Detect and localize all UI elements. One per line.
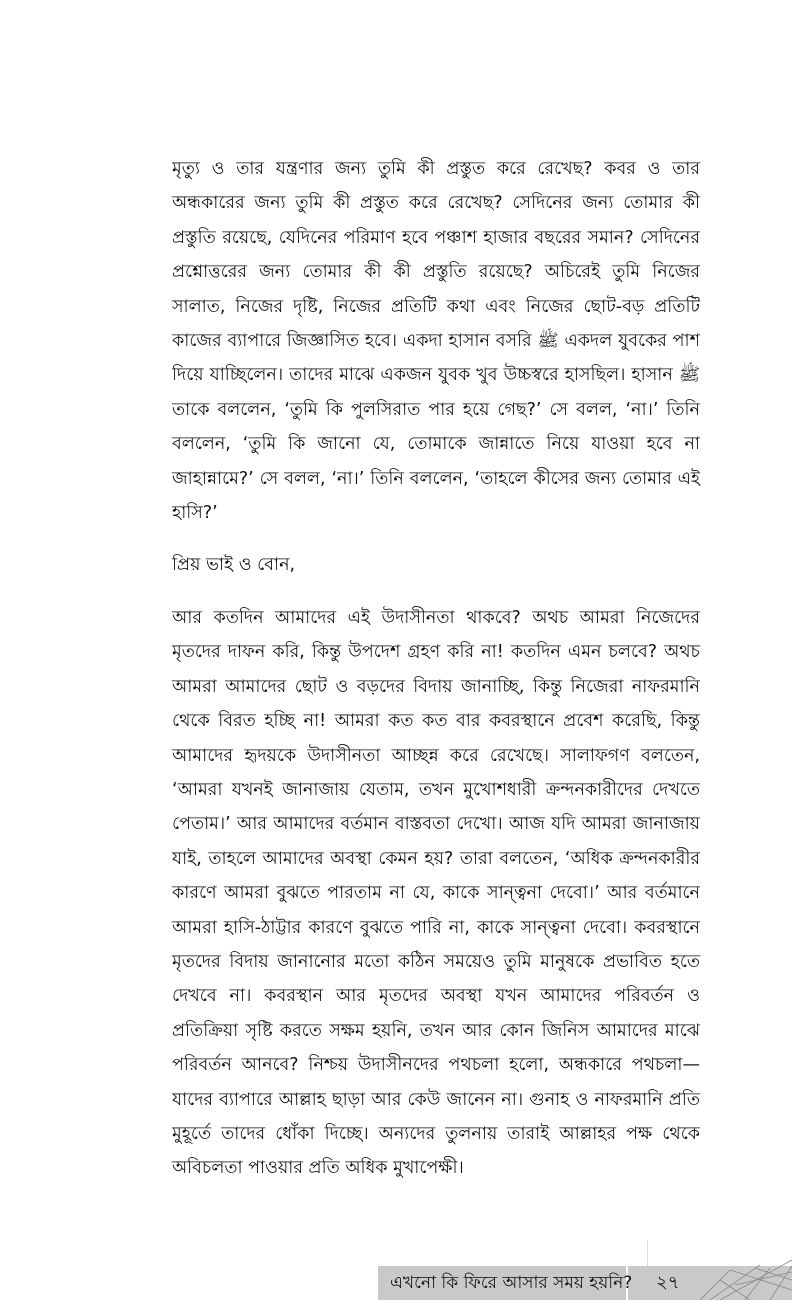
body-paragraph-2: আর কতদিন আমাদের এই উদাসীনতা থাকবে? অথচ আমরা নিজেদের মৃতদের দাফন করি, কিন্তু উপদেশ গ্রহণ করি না! কতদিন এমন চলবে? অথচ আমরা আমাদের ছোট ও বড়দের বিদায় জানাচ্ছি, কিন্তু নিজেরা নাফরমানি থেকে বিরত হচ্ছি না! আমরা কত কত বার কবরস্থানে প্রবেশ করেছি, কিন্তু আমাদের হৃদয়কে উদাসীনতা আচ্ছন্ন করে রেখেছে। সালাফগণ বলতেন, ‘আমরা যখনই জানাজায় যেতাম, তখন মুখোশধারী ক্রন্দনকারীদের দেখতে পেতাম।’ আর আমাদের বর্তমান বাস্তবতা দেখো। আজ যদি আমরা জানাজায় যাই, তাহলে আমাদের অবস্থা কেমন হয়? তারা বলতেন, ‘অধিক ক্রন্দনকারীর কারণে আমরা বুঝতে পারতাম না যে, কাকে সান্ত্বনা দেবো।’ আর বর্তমানে আমরা হাসি-ঠাট্টার কারণে বুঝতে পারি না, কাকে সান্ত্বনা দেবো। কবরস্থানে মৃতদের বিদায় জানানোর মতো কঠিন সময়েও তুমি মানুষকে প্রভাবিত হতে দেখবে না। কবরস্থান আর মৃতদের অবস্থা যখন আমাদের পরিবর্তন ও প্রতিক্রিয়া সৃষ্টি করতে সক্ষম হয়নি, তখন আর কোন জিনিস আমাদের মাঝে পরিবর্তন আনবে? নিশ্চয় উদাসীনদের পথচলা হলো, অন্ধকারে পথচলা—যাদের ব্যাপারে আল্লাহ ছাড়া আর কেউ জানেন না। গুনাহ ও নাফরমানি প্রতি মুহূর্তে তাদের ধোঁকা দিচ্ছে। অন্যদের তুলনায় তারাই আল্লাহর পক্ষ থেকে অবিচলতা পাওয়ার প্রতি অধিক মুখাপেক্ষী। (172, 607, 700, 1179)
body-paragraph-1: মৃত্যু ও তার যন্ত্রণার জন্য তুমি কী প্রস্তুত করে রেখেছ? কবর ও তার অন্ধকারের জন্য তুমি কী প্রস্তুত করে রেখেছ? সেদিনের জন্য তোমার কী প্রস্তুতি রয়েছে, যেদিনের পরিমাণ হবে পঞ্চাশ হাজার বছরের সমান? সেদিনের প্রশ্নোত্তরের জন্য তোমার কী কী প্রস্তুতি রয়েছে? অচিরেই তুমি নিজের সালাত, নিজের দৃষ্টি, নিজের প্রতিটি কথা এবং নিজের ছোট-বড় প্রতিটি কাজের ব্যাপারে জিজ্ঞাসিত হবে। একদা হাসান বসরি ﷺ একদল যুবকের পাশ দিয়ে যাচ্ছিলেন। তাদের মাঝে একজন যুবক খুব উচ্চস্বরে হাসছিল। হাসান ﷺ তাকে বললেন, ‘তুমি কি পুলসিরাত পার হয়ে গেছ?’ সে বলল, ‘না।’ তিনি বললেন, ‘তুমি কি জানো যে, তোমাকে জান্নাতে নিয়ে যাওয়া হবে না জাহান্নামে?’ সে বলল, ‘না।’ তিনি বললেন, ‘তাহলে কীসের জন্য তোমার এই হাসি?’ (172, 159, 700, 524)
running-title: এখনো কি ফিরে আসার সময় হয়নি? (390, 1273, 633, 1293)
salutation: প্রিয় ভাই ও বোন, (172, 555, 296, 576)
page-body (172, 152, 700, 1186)
geometric-pattern-icon (700, 1230, 792, 1300)
page-number: ২৭ (656, 1272, 680, 1293)
